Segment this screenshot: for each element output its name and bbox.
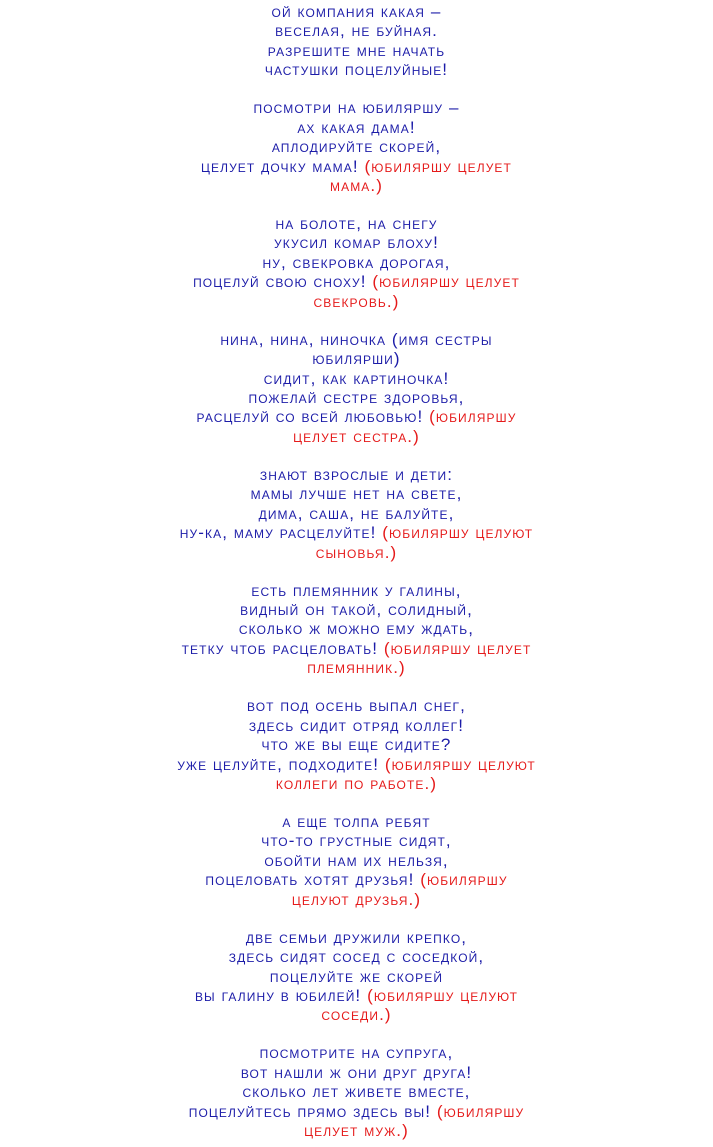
verse-line [0,214,713,233]
stage-direction-note: целуют друзья.) [291,889,422,909]
verse-line [0,600,713,619]
verse-line [0,890,713,909]
verse-text: поцелуйтесь прямо здесь вы! [188,1101,437,1121]
stage-direction-note: (юбиляршу целует [372,272,520,292]
verse-line [0,484,713,503]
verse-text: вот нашли ж они друг друга! [240,1062,473,1082]
stage-direction-note: (юбиляршу целуют [367,985,519,1005]
verse-text: юбилярши) [312,349,401,369]
verse-line [0,639,713,658]
verse-line [0,137,713,156]
verse-line [0,60,713,79]
verse-line [0,967,713,986]
verse-text: укусил комар блоху! [274,233,439,253]
verse-text: вот под осень выпал снег, [247,696,466,716]
verse-text: обойти нам их нельзя, [264,850,449,870]
verse-line [0,581,713,600]
stage-direction-note: сыновья.) [315,542,398,562]
verse-line [0,1121,713,1140]
verse-line [0,774,713,793]
verse-text: целует дочку мама! [201,156,365,176]
verse-line [0,388,713,407]
verse-text: сколько лет живете вместе, [242,1082,471,1102]
verse-line [0,1102,713,1121]
verse-line [0,330,713,349]
verse-text: частушки поцелуйные! [264,60,449,80]
verse-text: аплодируйте скорей, [271,137,442,157]
stage-direction-note: целует муж.) [304,1121,409,1141]
stanza [0,465,713,562]
verse-line [0,523,713,542]
verse-line [0,812,713,831]
verse-line [0,292,713,311]
verse-text: что же вы еще сидите? [261,735,452,755]
stage-direction-note: (юбиляршу целуют [384,754,536,774]
verse-text: ну, свекровка дорогая, [262,252,451,272]
verse-line [0,272,713,291]
stage-direction-note: соседи.) [321,1005,392,1025]
verse-text: ах какая дама! [297,117,416,137]
verse-line [0,253,713,272]
verse-line [0,1063,713,1082]
verse-line [0,504,713,523]
verse-text: видный он такой, солидный, [240,600,473,619]
stage-direction-note: племянник.) [307,658,406,678]
verse-text: посмотри на юбиляршу – [253,98,460,118]
verse-line [0,2,713,21]
verse-line [0,619,713,638]
verse-text: здесь сидит отряд коллег! [248,715,465,735]
verse-text: разрешите мне начать [267,40,446,60]
verse-text: поцелуйте же скорей [269,966,444,986]
verse-line [0,947,713,966]
stage-direction-note: (юбиляршу [429,407,517,427]
verse-line [0,98,713,117]
verse-line [0,735,713,754]
verse-text: сидит, как картиночка! [263,368,450,388]
stage-direction-note: (юбиляршу [420,870,508,890]
stage-direction-note: целует сестра.) [293,426,420,446]
verse-text: поцелуй свою сноху! [193,272,373,292]
verse-text: дима, саша, не балуйте, [258,503,455,523]
stage-direction-note: мама.) [330,175,383,195]
verse-text: две семьи дружили крепко, [245,927,468,947]
stage-direction-note: (юбиляршу целует [383,638,532,658]
verse-line [0,870,713,889]
verse-line [0,369,713,388]
verse-text: сколько ж можно ему ждать, [238,619,475,639]
verse-line [0,755,713,774]
stage-direction-note: свекровь.) [313,291,400,311]
verse-line [0,21,713,40]
verse-line [0,716,713,735]
stanza [0,812,713,909]
verse-line [0,831,713,850]
verse-text: расцелуй со всей любовью! [196,407,430,427]
verse-text: знают взрослые и дети: [259,464,454,484]
verse-line [0,986,713,1005]
verse-text: ой компания какая – [271,2,442,21]
stanza [0,581,713,678]
verse-line [0,427,713,446]
verse-text: что-то грустные сидят, [261,831,452,851]
verse-text: мамы лучше нет на свете, [250,484,463,504]
verse-line [0,928,713,947]
verse-line [0,407,713,426]
stanza [0,330,713,446]
verse-line [0,543,713,562]
stage-direction-note: (юбиляршу [436,1101,525,1121]
verse-text: поцеловать хотят друзья! [205,870,421,890]
verse-text: пожелай сестре здоровья, [248,387,465,407]
verse-line [0,851,713,870]
verse-line [0,176,713,195]
verse-line [0,118,713,137]
stanza [0,214,713,311]
stage-direction-note: коллеги по работе.) [275,773,438,793]
verse-text: веселая, не буйная. [275,21,438,41]
verse-line [0,465,713,484]
verse-line [0,658,713,677]
verse-text: вы галину в юбилей! [194,985,368,1005]
verse-text: нина, нина, ниночка (имя сестры [220,329,493,349]
verse-text: а еще толпа ребят [282,812,431,832]
stanza [0,696,713,793]
verse-line [0,696,713,715]
verse-text: здесь сидят сосед с соседкой, [228,947,485,967]
verse-text: на болоте, на снегу [275,214,438,234]
verse-text: тетку чтоб расцеловать! [181,638,384,658]
verse-line [0,1082,713,1101]
verse-line [0,157,713,176]
verse-text: уже целуйте, подходите! [177,754,385,774]
verse-line [0,233,713,252]
verse-line [0,349,713,368]
verse-text: есть племянник у галины, [251,580,462,600]
stage-direction-note: (юбиляршу целуют [382,523,534,543]
stage-direction-note: (юбиляршу целует [364,156,512,176]
verse-line [0,1043,713,1062]
stanza [0,1043,713,1140]
stanza [0,2,713,80]
verse-text: ну-ка, маму расцелуйте! [179,523,383,543]
verse-line [0,41,713,60]
verse-line [0,1005,713,1024]
stanza [0,928,713,1025]
verse-text: посмотрите на супруга, [259,1043,454,1063]
stanza [0,98,713,195]
